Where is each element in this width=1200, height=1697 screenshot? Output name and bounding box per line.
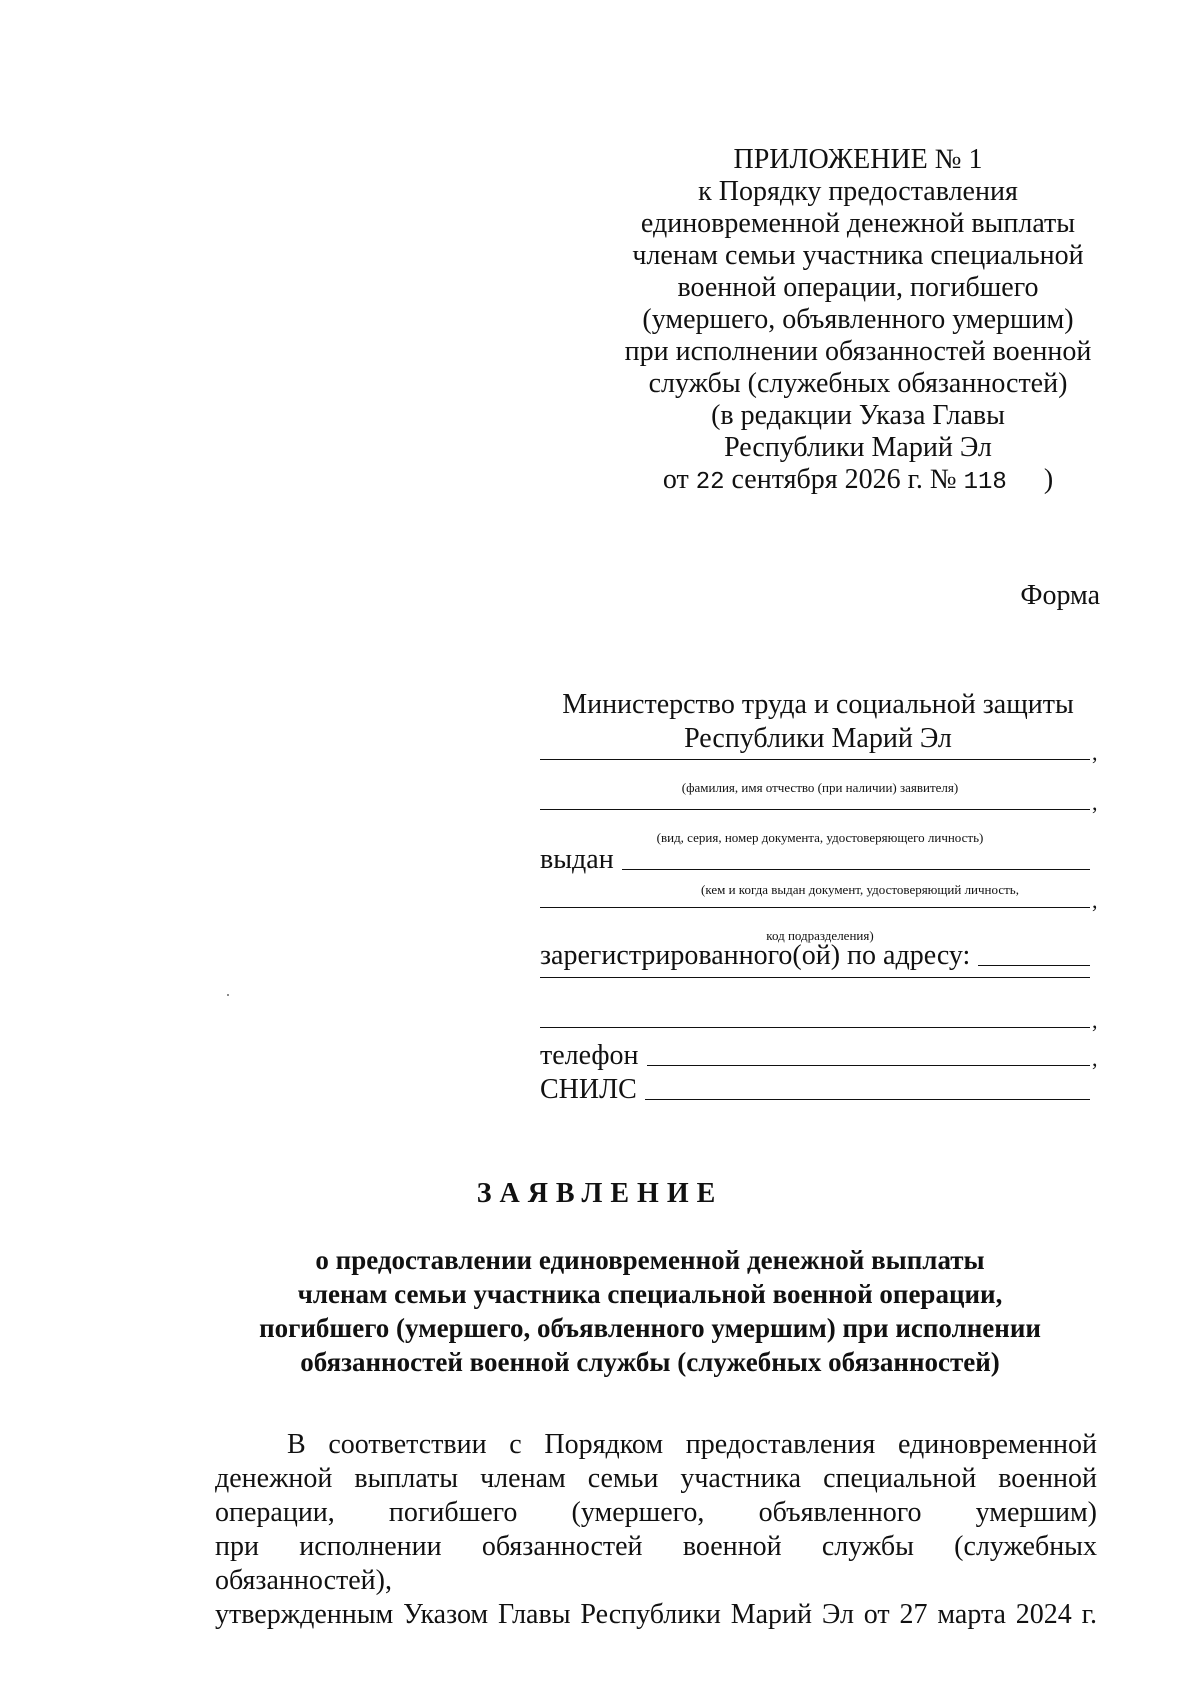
address-field-cont2[interactable] bbox=[540, 1008, 1100, 1034]
body-line: операции, погибшего (умершего, объявленного умершим) bbox=[215, 1497, 1097, 1528]
date-prefix: от bbox=[662, 464, 689, 495]
appendix-line: членам семьи участника специальной bbox=[632, 240, 1084, 271]
fio-field[interactable] bbox=[540, 740, 1100, 766]
appendix-line: службы (служебных обязанностей) bbox=[648, 368, 1068, 399]
phone-blank[interactable] bbox=[647, 1064, 1090, 1066]
address-blank-cont2[interactable] bbox=[540, 1026, 1090, 1028]
issued-label: выдан bbox=[540, 844, 614, 875]
appendix-line: при исполнении обязанностей военной bbox=[624, 336, 1092, 367]
appendix-header bbox=[618, 144, 1098, 499]
comma: , bbox=[1092, 1008, 1098, 1033]
issued-blank[interactable] bbox=[622, 868, 1090, 870]
id-document-hint: (вид, серия, номер документа, удостоверяющего личность) bbox=[656, 830, 984, 845]
comma: , bbox=[1092, 888, 1098, 913]
body-line: денежной выплаты членам семьи участника специальной военной bbox=[215, 1463, 1097, 1494]
id-document-field[interactable] bbox=[540, 790, 1100, 816]
comma: , bbox=[1092, 740, 1098, 765]
address-blank[interactable] bbox=[978, 964, 1090, 966]
body-line: при исполнении обязанностей военной службы (служебных обязанностей), bbox=[215, 1531, 1097, 1596]
scan-speck bbox=[227, 994, 229, 996]
fio-blank[interactable] bbox=[540, 758, 1090, 760]
statement-body bbox=[215, 1428, 1097, 1632]
phone-field[interactable] bbox=[540, 1040, 1100, 1072]
decree-number: 118 bbox=[963, 469, 1007, 496]
id-document-blank[interactable] bbox=[540, 808, 1090, 810]
snils-label: СНИЛС bbox=[540, 1074, 637, 1105]
snils-field[interactable] bbox=[540, 1074, 1100, 1106]
ministry-line: Республики Марий Эл bbox=[684, 723, 952, 754]
appendix-line: (в редакции Указа Главы bbox=[711, 400, 1005, 431]
subtitle-line: членам семьи участника специальной военной операции, bbox=[297, 1279, 1003, 1309]
body-line: утвержденным Указом Главы Республики Марий Эл от 27 марта 2024 г. bbox=[215, 1599, 1097, 1630]
issued-blank-cont[interactable] bbox=[540, 906, 1090, 908]
appendix-title: ПРИЛОЖЕНИЕ № 1 bbox=[733, 144, 983, 175]
ministry-line: Министерство труда и социальной защиты bbox=[562, 689, 1074, 720]
issued-hint: (кем и когда выдан документ, удостоверяющий личность, bbox=[701, 882, 1019, 897]
body-line: В соответствии с Порядком предоставления единовременной bbox=[287, 1429, 1097, 1460]
date-month-year: сентября 2026 г. № bbox=[731, 464, 957, 495]
comma: , bbox=[1092, 1046, 1098, 1071]
division-code-hint: код подразделения) bbox=[766, 928, 874, 943]
date-day: 22 bbox=[695, 469, 725, 496]
issued-field[interactable] bbox=[540, 844, 1100, 876]
fio-hint: (фамилия, имя отчество (при наличии) заявителя) bbox=[681, 780, 959, 795]
form-label: Форма bbox=[1020, 580, 1100, 611]
address-label: зарегистрированного(ой) по адресу: bbox=[540, 940, 971, 971]
appendix-line: единовременной денежной выплаты bbox=[640, 208, 1076, 239]
address-field[interactable] bbox=[540, 940, 1100, 972]
subtitle-line: о предоставлении единовременной денежной выплаты bbox=[315, 1245, 985, 1275]
comma: , bbox=[1092, 790, 1098, 815]
appendix-line: к Порядку предоставления bbox=[698, 176, 1018, 207]
statement-subtitle bbox=[200, 1243, 1100, 1379]
appendix-line: Республики Марий Эл bbox=[724, 432, 992, 463]
appendix-line: (умершего, объявленного умершим) bbox=[642, 304, 1074, 335]
address-blank-cont[interactable] bbox=[540, 976, 1090, 978]
phone-label: телефон bbox=[540, 1040, 639, 1071]
address-field-cont[interactable] bbox=[540, 976, 1100, 984]
snils-blank[interactable] bbox=[645, 1098, 1090, 1100]
subtitle-line: обязанностей военной службы (служебных обязанностей) bbox=[300, 1347, 1000, 1377]
decree-date-line bbox=[618, 464, 1098, 499]
date-close-paren: ) bbox=[1043, 464, 1054, 495]
subtitle-line: погибшего (умершего, объявленного умершим) при исполнении bbox=[259, 1313, 1041, 1343]
statement-title: ЗАЯВЛЕНИЕ bbox=[476, 1178, 724, 1209]
issued-field-cont[interactable] bbox=[540, 888, 1100, 914]
appendix-line: военной операции, погибшего bbox=[677, 272, 1039, 303]
